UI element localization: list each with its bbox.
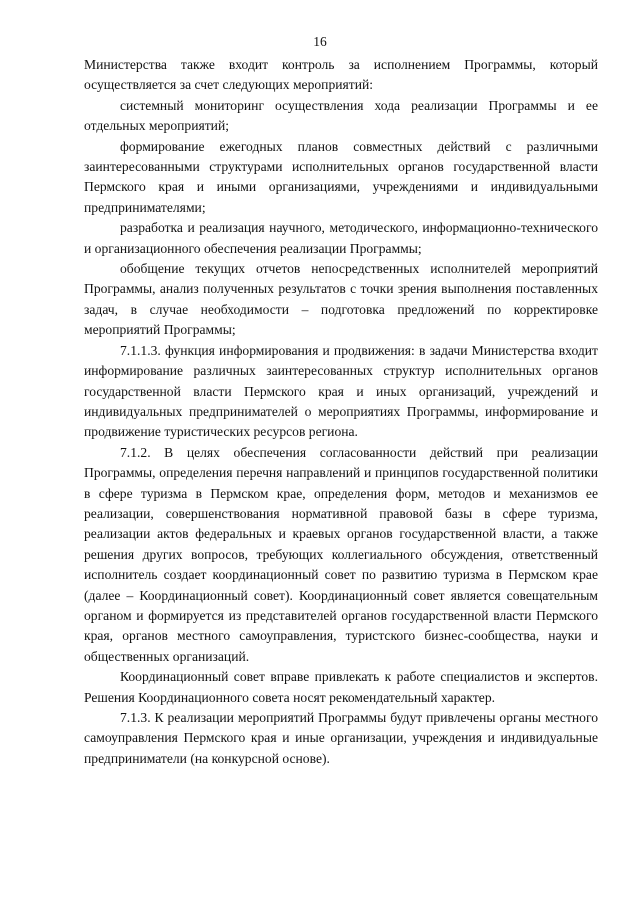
paragraph-7-1-2: 7.1.2. В целях обеспечения согласованности действий при реализации Программы, определения перечня направлений и принципов государственной политики в сфере туризма в Пермском крае, определения форм, методов и механизмов ее реализации, совершенствования нормативной правовой базы в сфере туризма, реализации актов федеральных и краевых органов государственной власти, а также решения других вопросов, требующих коллегиального обсуждения, ответственный исполнитель создает координационный совет по развитию туризма в Пермском крае (далее – Координационный совет). Координационный совет является совещательным органом и формируется из представителей органов государственной власти Пермского края, органов местного самоуправления, туристского бизнес-сообщества, науки и общественных организаций. (84, 444, 598, 664)
paragraph-continuation: Министерства также входит контроль за исполнением Программы, который осуществляется за счет следующих мероприятий: (84, 57, 598, 93)
paragraph-development: разработка и реализация научного, методического, информационно-технического и организационного обеспечения реализации Программы; (84, 220, 598, 256)
paragraph-reports: обобщение текущих отчетов непосредственных исполнителей мероприятий Программы, анализ полученных результатов с точки зрения выполнения поставленных задач, в случае необходимости – подготовка предложений по корректировке мероприятий Программы; (84, 261, 598, 338)
paragraph-monitoring: системный мониторинг осуществления хода реализации Программы и ее отдельных мероприятий; (84, 97, 598, 134)
paragraph-7-1-3: 7.1.3. К реализации мероприятий Программы будут привлечены органы местного самоуправления Пермского края и иные организации, учреждения и индивидуальные предприниматели (на конкурсной основе). (84, 710, 598, 766)
paragraph-annual-plans: формирование ежегодных планов совместных действий с различными заинтересованными структурами исполнительных органов государственной власти Пермского края и иными организациями, учреждениями и индивидуальными предпринимателями; (84, 138, 598, 215)
page-number: 16 (313, 34, 327, 49)
paragraph-coordination-council: Координационный совет вправе привлекать к работе специалистов и экспертов. Решения Координационного совета носят рекомендательный характер. (84, 669, 598, 705)
paragraph-7-1-1-3: 7.1.1.3. функция информирования и продвижения: в задачи Министерства входит информирование различных заинтересованных структур исполнительных органов государственной власти Пермского края и иных организаций, учреждений и индивидуальных предпринимателей о мероприятиях Программы, информирование и продвижение туристических ресурсов региона. (84, 342, 598, 440)
document-body (84, 55, 598, 769)
